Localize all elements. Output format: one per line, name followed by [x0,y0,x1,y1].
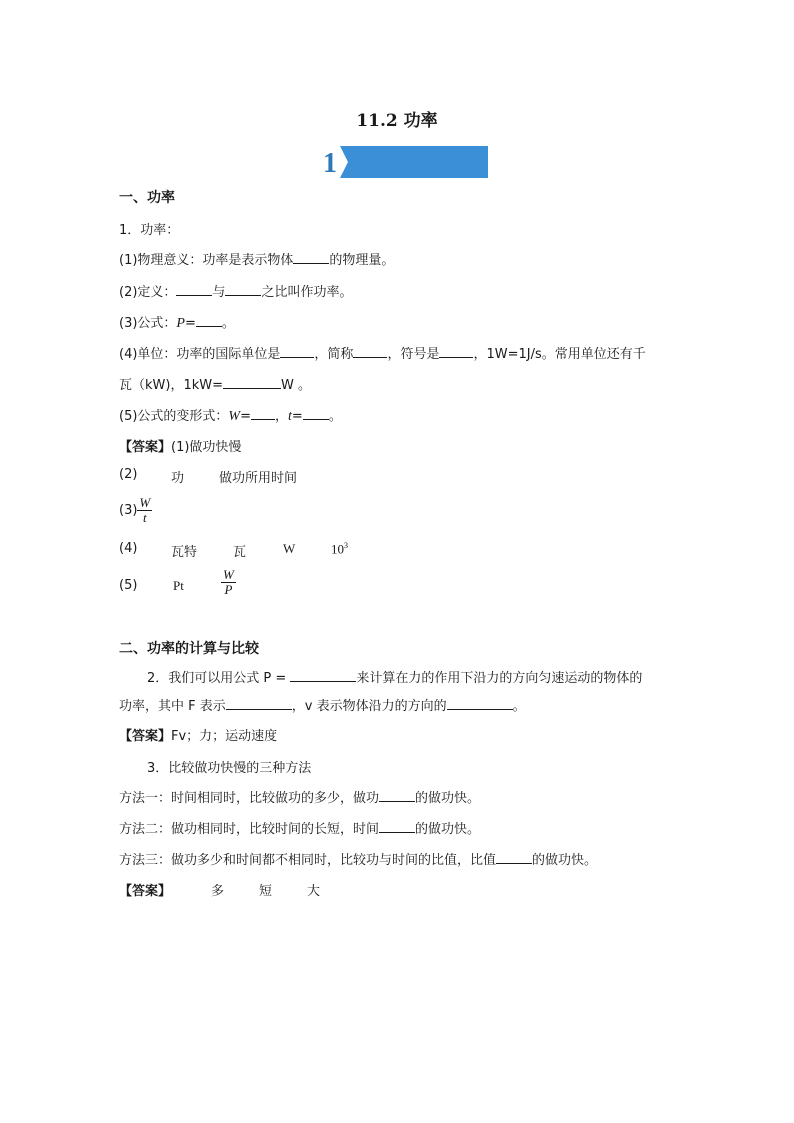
answer-q2 [119,725,277,744]
text: 。 [328,409,342,424]
numerator: W [223,567,234,582]
answer-1 [119,436,241,455]
answer-label: 【答案】 [119,440,172,455]
answer-text: Fv；力；运动速度 [171,729,278,744]
blank [225,283,261,296]
q2-line1 [147,667,642,686]
answer-5-x: Pt [173,578,184,593]
text: 的做功快。 [415,791,481,806]
line-definition [119,281,352,300]
text: 功率，其中 F 表示 [119,699,226,714]
answer-text: (1)做功快慢 [171,440,242,455]
q1-text: 1．功率： [119,223,180,238]
answer-4-y: 瓦 [233,545,247,560]
answer-4-power [331,541,348,557]
q3-text: 3．比较做功快慢的三种方法 [147,761,312,776]
text: 瓦（kW)，1kW= [119,378,224,393]
text: (5)公式的变形式： [119,409,229,424]
text: ，符号是 [387,347,440,362]
blank [379,820,415,833]
blank [290,669,356,682]
text: 方法一：时间相同时，比较做功的多少，做功 [119,791,380,806]
method-3 [119,849,597,868]
blank [226,697,292,710]
blank [439,345,473,358]
fraction-w-over-p [221,568,236,597]
symbol-p: P [176,316,185,331]
text: (1)物理意义：功率是表示物体 [119,253,294,268]
answer-4-z: W [283,541,296,556]
banner-number: 1 [323,148,337,179]
fraction-w-over-t [137,496,152,525]
text: = [240,409,251,424]
banner-graphic [314,144,490,180]
line-formula [119,312,235,332]
answer-label: 【答案】 [119,884,172,899]
fraction [221,568,236,597]
answer-2-x: 功 [171,471,185,486]
answer-3-z: 大 [307,884,321,899]
answer-4-num: (4) [119,541,138,556]
blank [280,345,314,358]
banner-bar [340,146,488,178]
text: (2)定义： [119,285,177,300]
blank [379,789,415,802]
answer-2-num: (2) [119,467,138,482]
text: 与 [212,285,226,300]
base: 10 [331,541,344,557]
section-banner [314,144,490,180]
text: 2．我们可以用公式 P = [147,671,291,686]
blank [496,851,532,864]
line-unit [119,343,646,362]
answer-4-x: 瓦特 [171,545,198,560]
answer-label: 【答案】 [119,729,172,744]
text: 的做功快。 [532,853,598,868]
text: 的做功快。 [415,822,481,837]
blank [353,345,387,358]
text: 的物理量。 [329,253,395,268]
blank [251,407,275,420]
blank [196,314,222,327]
symbol-w: W [228,409,241,424]
denominator: P [224,582,233,597]
text: ，简称 [314,347,354,362]
text: ，1W=1J/s。常用单位还有千 [473,347,646,362]
method-1 [119,787,480,806]
section2-heading: 二、功率的计算与比较 [119,641,259,657]
section1-heading: 一、功率 [119,190,175,206]
denominator: t [143,510,147,525]
line-unit-cont [119,374,311,393]
blank [303,407,329,420]
answer-3 [119,496,152,525]
blank [176,283,212,296]
text: 。 [512,699,526,714]
q2-line2 [119,695,526,714]
exponent: 3 [344,541,348,550]
answer-3-x: 多 [211,884,225,899]
text: = [291,409,303,424]
answer-2-y: 做功所用时间 [219,471,298,486]
method-2 [119,818,480,837]
text: ， [275,409,289,424]
text: W 。 [281,378,312,393]
blank [293,251,329,264]
text: (3)公式： [119,316,177,331]
line-variants [119,405,342,425]
text: 之比叫作功率。 [261,285,353,300]
text: 。 [221,316,235,331]
text: 来计算在力的作用下沿力的方向匀速运动的物体的 [356,671,643,686]
text: = [184,316,196,331]
text: 方法二：做功相同时，比较时间的长短，时间 [119,822,380,837]
line-physical-meaning [119,249,394,268]
text: 方法三：做功多少和时间都不相同时，比较功与时间的比值，比值 [119,853,497,868]
answer-3-num: (3) [119,503,138,518]
text: (4)单位：功率的国际单位是 [119,347,281,362]
symbol-t: t [288,409,292,424]
text: ，v 表示物体沿力的方向的 [291,699,447,714]
blank [447,697,513,710]
answer-3-y: 短 [259,884,273,899]
numerator: W [139,495,151,510]
blank [223,376,281,389]
page-title: 11.2 功率 [356,111,438,131]
answer-5-num: (5) [119,578,138,593]
